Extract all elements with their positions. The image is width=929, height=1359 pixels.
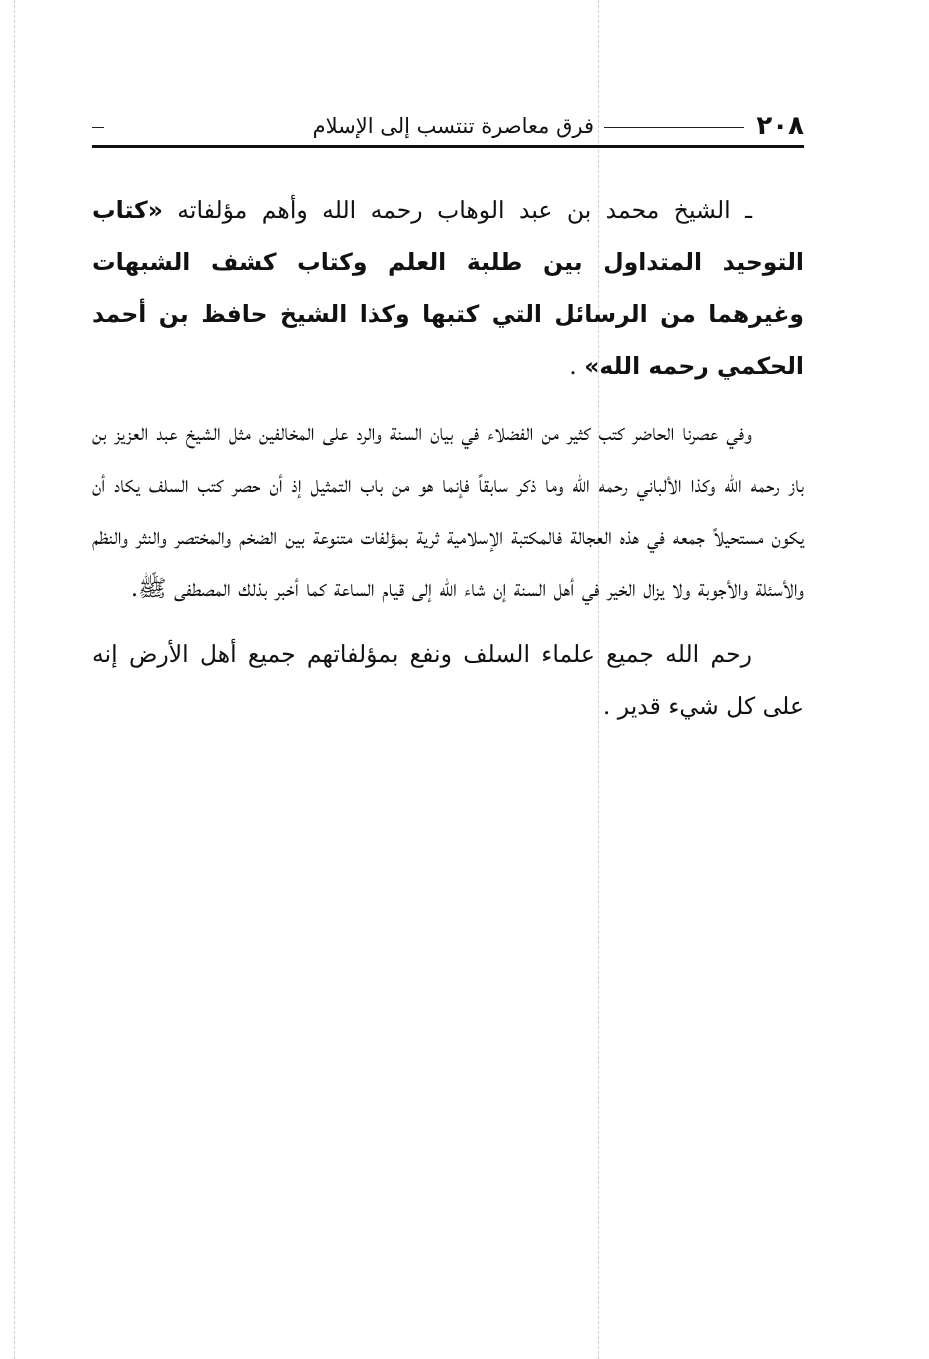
- paragraph-3: رحم الله جميع علماء السلف ونفع بمؤلفاتهم جميع أهل الأرض إنه على كل شيء قدير .: [92, 640, 804, 720]
- header-rule: [92, 145, 804, 148]
- running-title: فرق معاصرة تنتسب إلى الإسلام: [312, 114, 594, 138]
- body-text: [92, 184, 804, 746]
- paragraph-1-bold-quote: «كتاب التوحيد المتداول بين طلبة العلم وكتاب كشف الشبهات وغيرهما من الرسائل التي كتبها وكذا الشيخ حافظ بن أحمد الحكمي رحمه الله»: [92, 196, 804, 380]
- page-header: [92, 106, 804, 146]
- paragraph-2: وفي عصرنا الحاضر كتب كثير من الفضلاء في بيان السنة والرد على المخالفين مثل الشيخ عبد العزيز بن باز رحمه الله وكذا الألباني رحمه الله وما ذكر سابقاً فإنما هو من باب التمثيل إذ أن حصر كتب السلف يكاد أن يكون مستحيلاً جمعه في هذه العجالة فالمكتبة الإسلامية ثرية بمؤلفات متنوعة بين الضخم والمختصر والنثر والنظم والأسئلة والأجوبة ولا يزال الخير في أهل السنة إن شاء الله إلى قيام الساعة كما أخبر بذلك المصطفى ﷺ.: [92, 418, 804, 602]
- paragraph-1-intro: ـ الشيخ محمد بن عبد الوهاب رحمه الله وأهم مؤلفاته: [162, 196, 752, 224]
- paragraph-1-end: .: [569, 352, 585, 380]
- paragraph-1: [92, 184, 804, 392]
- header-dash-line: [604, 127, 744, 128]
- scan-fold-line-left: [14, 0, 15, 1359]
- page-number: ٢٠٨: [756, 111, 804, 141]
- header-dash-line-end: [92, 127, 104, 128]
